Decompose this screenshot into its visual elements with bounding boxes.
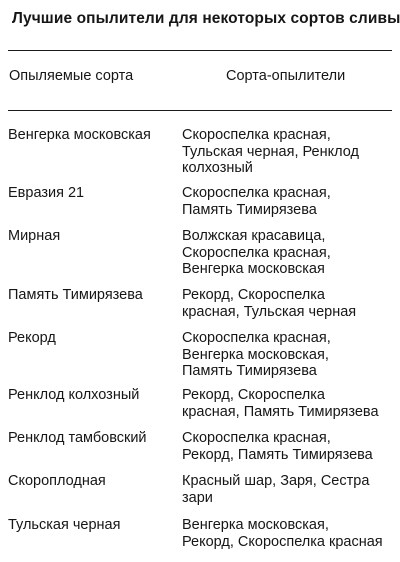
pollinator-varieties-cell bbox=[182, 330, 397, 380]
pollinator-line: Скороспелка красная, bbox=[182, 330, 331, 346]
pollinator-line: красная, Память Тимирязева bbox=[182, 403, 379, 420]
pollinated-variety-cell: Память Тимирязева bbox=[8, 287, 143, 303]
pollinator-line: Скороспелка красная, bbox=[182, 244, 331, 261]
pollinator-varieties-cell bbox=[182, 185, 397, 218]
pollinator-line: Венгерка московская bbox=[182, 261, 325, 277]
pollinator-line: Скороспелка красная, bbox=[182, 185, 331, 201]
pollinator-line: Рекорд, Скороспелка красная bbox=[182, 533, 383, 550]
pollinator-line: Скороспелка красная, bbox=[182, 127, 331, 143]
pollinator-line: Память Тимирязева bbox=[182, 363, 317, 379]
pollinated-variety-cell: Ренклод тамбовский bbox=[8, 430, 147, 446]
pollinated-variety-cell: Ренклод колхозный bbox=[8, 387, 140, 403]
pollinator-line: Скороспелка красная, bbox=[182, 430, 331, 446]
pollinator-varieties-cell bbox=[182, 473, 397, 506]
pollinator-line: Тульская черная, Ренклод bbox=[182, 143, 359, 160]
column-header-pollinated-varieties: Опыляемые сорта bbox=[9, 68, 134, 84]
pollinator-line: красная, Тульская черная bbox=[182, 303, 357, 320]
column-header-pollinator-varieties: Сорта-опылители bbox=[226, 68, 346, 84]
pollinator-varieties-cell bbox=[182, 387, 397, 420]
top-rule bbox=[8, 50, 392, 51]
pollinated-variety-cell: Мирная bbox=[8, 228, 61, 244]
pollinator-line: колхозный bbox=[182, 160, 253, 176]
pollinator-line: Венгерка московская, bbox=[182, 346, 329, 363]
pollinated-variety-cell: Скороплодная bbox=[8, 473, 106, 489]
pollinator-line: Память Тимирязева bbox=[182, 201, 317, 218]
pollinated-variety-cell: Евразия 21 bbox=[8, 185, 85, 201]
pollinator-line: Волжская красавица, bbox=[182, 228, 326, 244]
pollinator-line: зари bbox=[182, 489, 213, 506]
pollinator-line: Красный шар, Заря, Сестра bbox=[182, 473, 370, 489]
pollinator-line: Рекорд, Скороспелка bbox=[182, 387, 325, 403]
pollinator-line: Рекорд, Память Тимирязева bbox=[182, 446, 373, 463]
pollinator-varieties-cell bbox=[182, 287, 397, 320]
pollinator-varieties-cell bbox=[182, 430, 397, 463]
header-rule bbox=[8, 110, 392, 111]
pollinated-variety-cell: Рекорд bbox=[8, 330, 56, 346]
pollinator-line: Рекорд, Скороспелка bbox=[182, 287, 325, 303]
pollinated-variety-cell: Венгерка московская bbox=[8, 127, 151, 143]
document-title: Лучшие опылители для некоторых сортов сливы bbox=[12, 10, 400, 27]
pollinator-line: Венгерка московская, bbox=[182, 517, 329, 533]
pollinated-variety-cell: Тульская черная bbox=[8, 517, 121, 533]
pollinator-varieties-cell bbox=[182, 517, 397, 550]
pollinator-varieties-cell bbox=[182, 127, 397, 177]
pollinator-varieties-cell bbox=[182, 228, 397, 278]
